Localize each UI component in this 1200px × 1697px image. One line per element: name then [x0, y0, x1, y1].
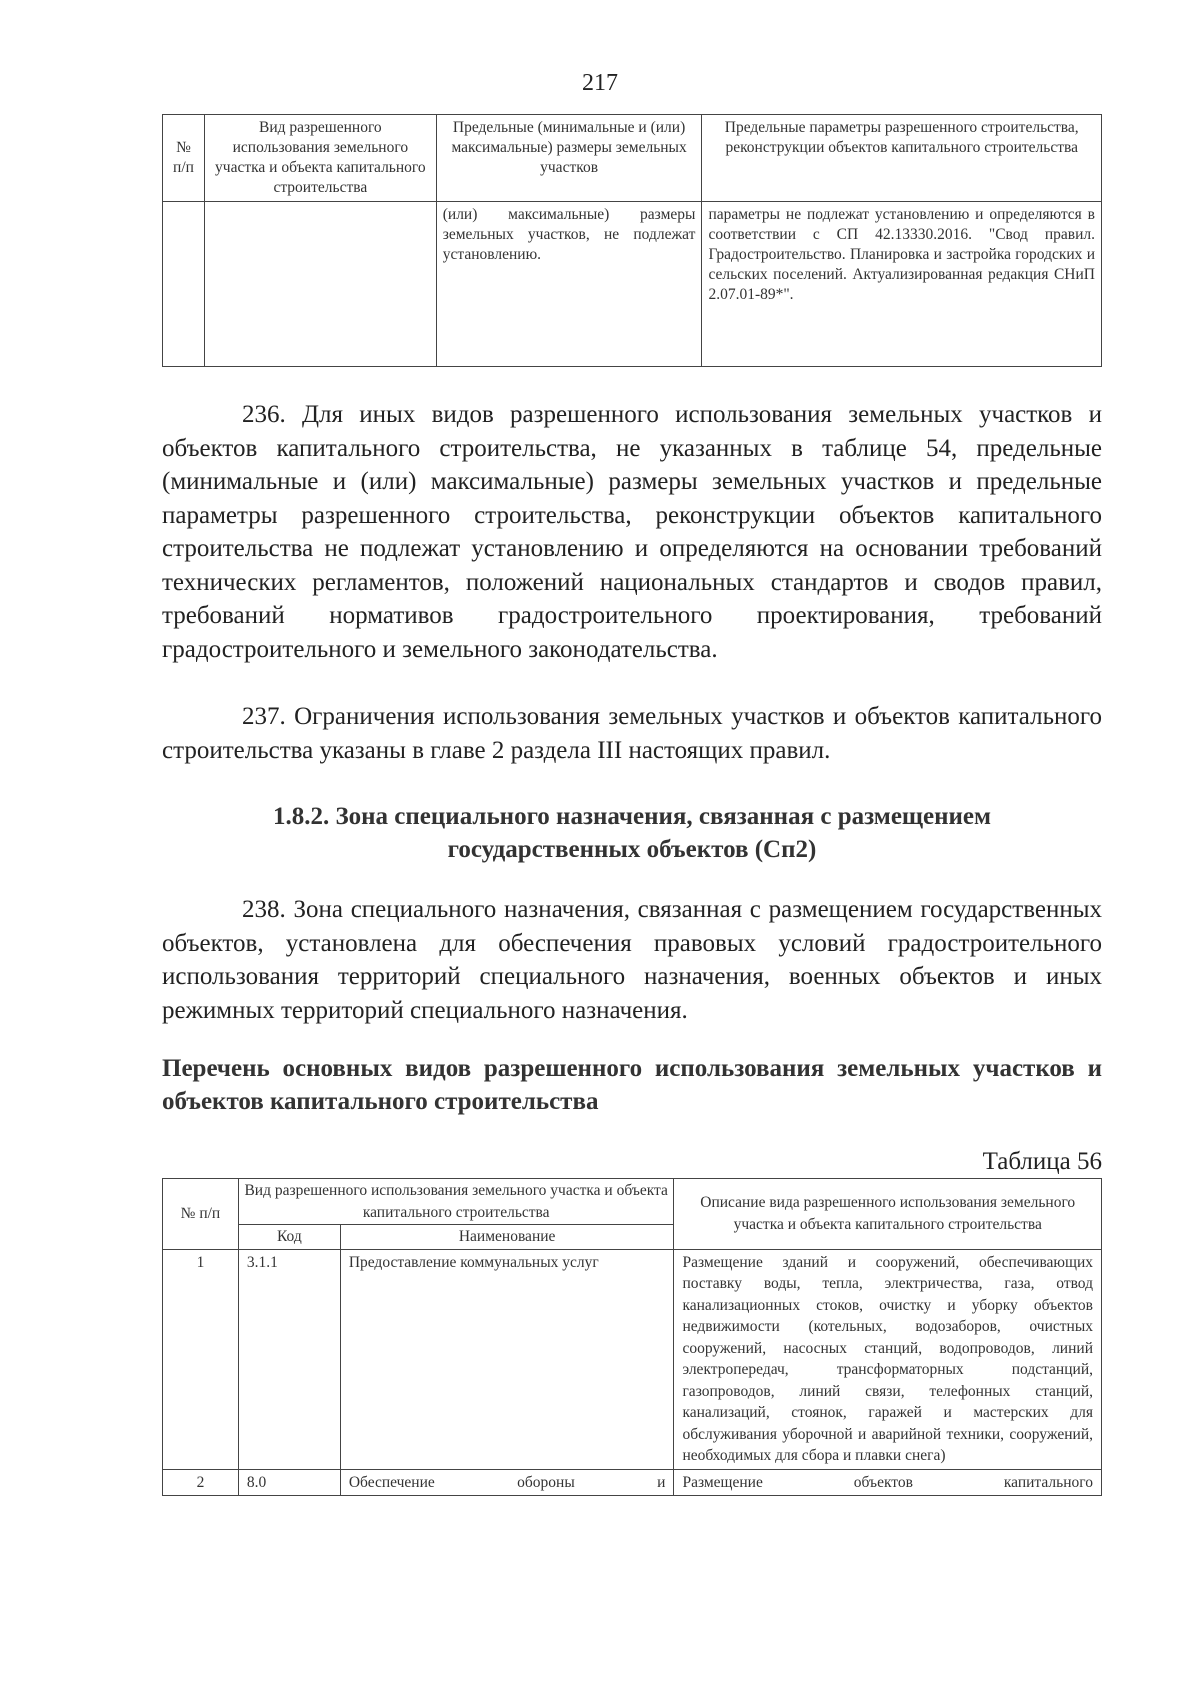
cell-number: 1: [163, 1249, 239, 1469]
table-header-row: [163, 115, 1102, 202]
section-heading-line2: государственных объектов (Сп2): [447, 836, 817, 863]
header-kind: Вид разрешенного использования земельного участка и объекта капитального строительства: [238, 1179, 674, 1225]
paragraph-237: 237. Ограничения использования земельных участков и объектов капитального строительства указаны в главе 2 раздела III настоящих правил.: [162, 703, 1102, 764]
table-header-row: [163, 1179, 1102, 1225]
table-row: [163, 1249, 1102, 1469]
header-description: Описание вида разрешенного использования земельного участка и объекта капитального строительства: [674, 1179, 1102, 1250]
page-number: 217: [582, 70, 618, 96]
table-row: [163, 1469, 1102, 1496]
cell-code: 3.1.1: [238, 1249, 340, 1469]
cell-parameters: параметры не подлежат установлению и определяются в соответствии с СП 42.13330.2016. "Свод правил. Градостроительство. Планировка и застройка городских и сельских поселений. Актуализированная редакция СНиП 2.07.01-89*".: [702, 202, 1102, 367]
header-name: Наименование: [340, 1225, 674, 1250]
list-heading: Перечень основных видов разрешенного использования земельных участков и объектов капитального строительства: [162, 1055, 1102, 1115]
paragraph-236: 236. Для иных видов разрешенного использования земельных участков и объектов капитального строительства, не указанных в таблице 54, предельные (минимальные и (или) максимальные) размеры земельных участков и предельные параметры разрешенного строительства, реконструкции объектов капитального строительства не подлежат установлению и определяются на основании требований технических регламентов, положений национальных стандартов и сводов правил, требований нормативов градостроительного проектирования, требований градостроительного и земельного законодательства.: [162, 401, 1102, 663]
table-caption: Таблица 56: [982, 1148, 1102, 1175]
cell-number: 2: [163, 1469, 239, 1496]
cell-name: Обеспечение обороны и: [340, 1469, 674, 1496]
header-number: № п/п: [163, 1179, 239, 1250]
top-table: [162, 114, 1102, 367]
table-56: [162, 1178, 1102, 1496]
header-number: № п/п: [163, 115, 205, 202]
header-code: Код: [238, 1225, 340, 1250]
cell-description: Размещение зданий и сооружений, обеспечивающих поставку воды, тепла, электричества, газа, отвод канализационных стоков, очистку и уборку объектов недвижимости (котельных, водозаборов, очистных сооружений, насосных станций, водопроводов, линий электропередач, трансформаторных подстанций, газопроводов, линий связи, телефонных станций, канализаций, стоянок, гаражей и мастерских для обслуживания уборочной и аварийной техники, сооружений, необходимых для сбора и плавки снега): [674, 1249, 1102, 1469]
cell-sizes: (или) максимальные) размеры земельных участков, не подлежат установлению.: [436, 202, 702, 367]
cell-number: [163, 202, 205, 367]
cell-name: Предоставление коммунальных услуг: [340, 1249, 674, 1469]
cell-kind: [204, 202, 436, 367]
cell-code: 8.0: [238, 1469, 340, 1496]
header-parameters: Предельные параметры разрешенного строительства, реконструкции объектов капитального строительства: [702, 115, 1102, 202]
header-sizes: Предельные (минимальные и (или) максимальные) размеры земельных участков: [436, 115, 702, 202]
header-kind: Вид разрешенного использования земельного участка и объекта капитального строительства: [204, 115, 436, 202]
section-heading-line1: 1.8.2. Зона специального назначения, связанная с размещением: [272, 803, 992, 830]
cell-description: Размещение объектов капитального: [674, 1469, 1102, 1496]
table-row: [163, 202, 1102, 367]
section-heading: [162, 800, 1102, 866]
paragraph-238: 238. Зона специального назначения, связанная с размещением государственных объектов, установлена для обеспечения правовых условий градостроительного использования территорий специального назначения, военных объектов и иных режимных территорий специального назначения.: [162, 896, 1102, 1024]
